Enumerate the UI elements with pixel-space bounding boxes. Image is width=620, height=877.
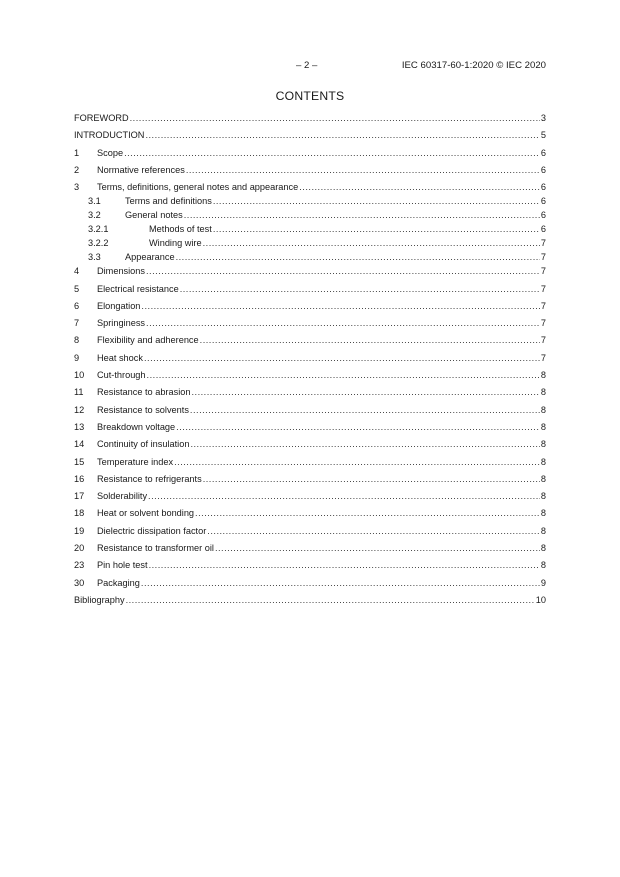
toc-dot-leader	[176, 422, 540, 432]
toc-entry-label: Scope	[97, 147, 124, 158]
toc-entry-number: 6	[74, 300, 80, 311]
toc-entry-label: Heat or solvent bonding	[97, 508, 195, 519]
toc-entry[interactable]	[74, 284, 546, 294]
toc-entry-label: Continuity of insulation	[97, 439, 190, 450]
toc-entry[interactable]	[74, 491, 546, 501]
toc-entry-page: 5	[540, 130, 546, 141]
toc-entry[interactable]	[74, 130, 546, 140]
toc-entry-number: 2	[74, 164, 80, 175]
toc-entry-page: 10	[535, 594, 546, 605]
toc-entry-number: 16	[74, 473, 85, 484]
toc-dot-leader	[145, 130, 539, 140]
toc-dot-leader	[203, 474, 540, 484]
toc-entry-label: Resistance to solvents	[97, 404, 189, 415]
toc-entry-page: 9	[540, 577, 546, 588]
toc-entry[interactable]	[74, 526, 546, 536]
toc-entry-page: 8	[540, 560, 546, 571]
toc-dot-leader	[141, 578, 540, 588]
toc-entry-page: 6	[540, 164, 546, 175]
toc-entry-number: 4	[74, 266, 80, 277]
toc-dot-leader	[130, 113, 540, 123]
toc-entry[interactable]	[74, 182, 546, 192]
toc-entry[interactable]	[74, 252, 546, 262]
toc-entry[interactable]	[74, 318, 546, 328]
toc-entry-number: 3	[74, 182, 80, 193]
toc-dot-leader	[213, 224, 540, 234]
toc-dot-leader	[195, 508, 540, 518]
toc-entry-number: 20	[74, 543, 85, 553]
toc-dot-leader	[207, 526, 540, 536]
toc-entry-number: 12	[74, 404, 85, 415]
toc-entry-label: Bibliography	[74, 594, 125, 605]
toc-dot-leader	[200, 335, 540, 345]
toc-entry-number: 15	[74, 456, 85, 467]
toc-entry-page: 8	[540, 508, 546, 519]
toc-entry-number: 3.2.1	[88, 224, 109, 235]
toc-entry-label: Flexibility and adherence	[97, 335, 199, 346]
toc-entry-page: 3	[540, 113, 546, 123]
toc-entry[interactable]	[74, 543, 546, 553]
toc-entry-page: 8	[540, 543, 546, 553]
toc-entry-label: Packaging	[97, 577, 140, 588]
toc-entry[interactable]	[74, 457, 546, 467]
toc-entry[interactable]	[74, 405, 546, 415]
toc-entry-label: Methods of test	[149, 224, 212, 235]
toc-entry[interactable]	[74, 113, 546, 123]
toc-entry-page: 8	[540, 421, 546, 432]
toc-entry[interactable]	[74, 196, 546, 206]
toc-dot-leader	[186, 165, 540, 175]
toc-dot-leader	[190, 439, 539, 449]
toc-entry-page: 8	[540, 491, 546, 502]
toc-entry-label: Terms, definitions, general notes and appearance	[97, 182, 299, 193]
toc-entry-page: 6	[540, 196, 546, 207]
toc-entry-label: Temperature index	[97, 456, 174, 467]
toc-entry-number: 23	[74, 560, 85, 571]
toc-entry-label: Elongation	[97, 300, 141, 311]
toc-entry[interactable]	[74, 238, 546, 248]
toc-entry[interactable]	[74, 266, 546, 276]
toc-entry-label: Appearance	[125, 252, 175, 263]
toc-entry-label: Breakdown voltage	[97, 421, 176, 432]
toc-entry[interactable]	[74, 148, 546, 158]
toc-entry-page: 6	[540, 224, 546, 235]
toc-entry-number: 10	[74, 370, 85, 380]
toc-entry[interactable]	[74, 508, 546, 518]
page-number: – 2 –	[296, 60, 318, 71]
contents-title: CONTENTS	[275, 89, 345, 103]
toc-entry-label: FOREWORD	[74, 113, 129, 123]
toc-entry-number: 8	[74, 335, 80, 346]
toc-dot-leader	[149, 560, 540, 570]
toc-dot-leader	[203, 238, 540, 248]
toc-entry-label: Resistance to abrasion	[97, 387, 191, 398]
toc-entry-number: 9	[74, 352, 80, 363]
toc-entry-label: Solderability	[97, 491, 148, 502]
toc-entry-number: 17	[74, 491, 85, 502]
toc-entry-page: 8	[540, 387, 546, 398]
page-header	[0, 60, 620, 74]
toc-dot-leader	[180, 284, 540, 294]
toc-entry-page: 8	[540, 439, 546, 450]
toc-dot-leader	[144, 353, 540, 363]
toc-dot-leader	[141, 301, 539, 311]
toc-entry-number: 30	[74, 577, 85, 588]
toc-entry[interactable]	[74, 387, 546, 397]
toc-entry-number: 18	[74, 508, 85, 519]
toc-entry-label: INTRODUCTION	[74, 130, 145, 141]
toc-entry-number: 3.2	[88, 210, 101, 221]
toc-dot-leader	[147, 370, 540, 380]
toc-entry-page: 8	[540, 370, 546, 380]
toc-entry-number: 19	[74, 525, 85, 536]
toc-entry-page: 6	[540, 147, 546, 158]
toc-entry-number: 14	[74, 439, 85, 450]
toc-entry-label: Heat shock	[97, 352, 143, 363]
toc-entry[interactable]	[74, 474, 546, 484]
toc-entry-label: General notes	[125, 210, 183, 221]
toc-dot-leader	[213, 196, 540, 206]
toc-entry-page: 7	[540, 352, 546, 363]
toc-entry-number: 13	[74, 421, 85, 432]
toc-entry-page: 7	[540, 318, 546, 329]
toc-entry-label: Terms and definitions	[125, 196, 212, 207]
toc-entry-page: 7	[540, 266, 546, 277]
toc-entry[interactable]	[74, 335, 546, 345]
toc-entry-label: Resistance to refrigerants	[97, 473, 202, 484]
toc-dot-leader	[190, 405, 540, 415]
toc-entry-page: 7	[540, 238, 546, 249]
toc-entry[interactable]	[74, 595, 546, 605]
toc-entry-page: 8	[540, 473, 546, 484]
toc-entry[interactable]	[74, 422, 546, 432]
toc-dot-leader	[148, 491, 540, 501]
toc-entry-page: 6	[540, 182, 546, 193]
toc-entry-page: 8	[540, 404, 546, 415]
toc-dot-leader	[184, 210, 540, 220]
toc-entry[interactable]	[74, 578, 546, 588]
toc-entry-label: Dimensions	[97, 266, 145, 277]
toc-entry-label: Resistance to transformer oil	[97, 543, 214, 553]
toc-entry-page: 8	[540, 525, 546, 536]
toc-entry-page: 7	[540, 283, 546, 294]
toc-entry-label: Normative references	[97, 164, 185, 175]
toc-entry-page: 7	[540, 252, 546, 263]
toc-entry-number: 11	[74, 387, 84, 398]
toc-entry[interactable]	[74, 301, 546, 311]
toc-entry-label: Electrical resistance	[97, 283, 179, 294]
toc-entry-label: Winding wire	[149, 238, 202, 249]
toc-entry-number: 1	[74, 147, 80, 158]
toc-entry-page: 7	[540, 335, 546, 346]
toc-entry-label: Cut-through	[97, 370, 146, 380]
toc-entry-page: 7	[540, 300, 546, 311]
toc-entry-page: 6	[540, 210, 546, 221]
toc-entry[interactable]	[74, 210, 546, 220]
toc-entry-label: Dielectric dissipation factor	[97, 525, 207, 536]
toc-entry[interactable]	[74, 224, 546, 234]
toc-dot-leader	[174, 457, 540, 467]
document-id: IEC 60317-60-1:2020 © IEC 2020	[401, 60, 546, 71]
toc-entry-number: 3.2.2	[88, 238, 109, 249]
toc-entry-number: 3.1	[88, 196, 101, 207]
toc-entry[interactable]	[74, 439, 546, 449]
toc-dot-leader	[299, 182, 540, 192]
toc-entry-number: 7	[74, 318, 80, 329]
toc-entry[interactable]	[74, 353, 546, 363]
toc-entry-number: 5	[74, 283, 80, 294]
toc-dot-leader	[146, 318, 540, 328]
toc-entry-label: Springiness	[97, 318, 146, 329]
toc-dot-leader	[146, 266, 540, 276]
toc-dot-leader	[124, 148, 540, 158]
toc-entry-label: Pin hole test	[97, 560, 148, 571]
toc-dot-leader	[126, 595, 535, 605]
toc-dot-leader	[176, 252, 540, 262]
toc-entry-page: 8	[540, 456, 546, 467]
toc-entry[interactable]	[74, 560, 546, 570]
toc-dot-leader	[191, 387, 539, 397]
toc-entry-number: 3.3	[88, 252, 101, 263]
toc-entry[interactable]	[74, 165, 546, 175]
toc-entry[interactable]	[74, 370, 546, 380]
toc-dot-leader	[215, 543, 540, 553]
